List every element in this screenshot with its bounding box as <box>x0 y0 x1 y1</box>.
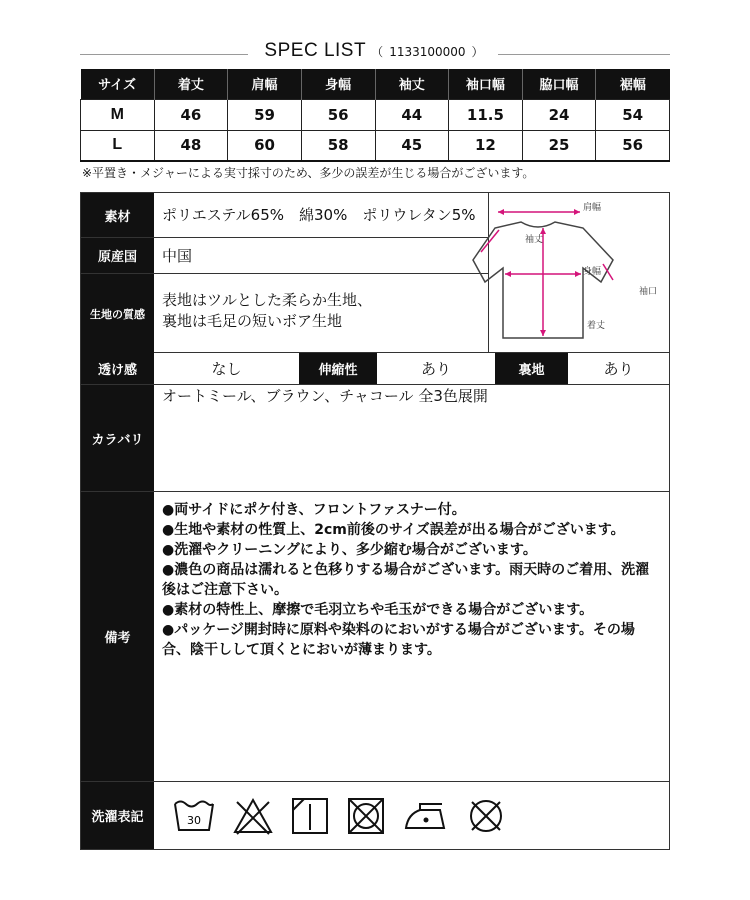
table-cell: 60 <box>228 130 302 161</box>
sleeve-length-arrow <box>481 230 499 252</box>
texture-line: 裏地は毛足の短いボア生地 <box>162 312 343 330</box>
column-header: サイズ <box>81 69 155 99</box>
origin-label: 原産国 <box>81 238 154 273</box>
table-cell: 46 <box>154 99 228 130</box>
column-header: 袖丈 <box>375 69 449 99</box>
table-cell: 58 <box>301 130 375 161</box>
table-row <box>81 130 670 161</box>
table-cell: 59 <box>228 99 302 130</box>
remark-item: ●生地や素材の性質上、2cm前後のサイズ誤差が出る場合がございます。 <box>162 522 625 538</box>
title-text: SPEC LIST <box>264 40 367 61</box>
table-cell: 56 <box>301 99 375 130</box>
remark-item: ●洗濯やクリーニングにより、多少縮む場合がございます。 <box>162 542 537 558</box>
size-table <box>80 69 670 162</box>
header-rule-right <box>498 54 670 55</box>
wash-row <box>81 782 669 849</box>
wash-30-icon <box>172 796 216 836</box>
remark-item: ●濃色の商品は濡れると色移りする場合がございます。雨天時のご着用、洗濯後はご注意下さい。 <box>162 562 650 598</box>
origin-row <box>81 238 489 274</box>
sleeve-opening-tag: 袖口 <box>639 287 658 297</box>
table-cell: L <box>81 130 155 161</box>
shoulder-tag: 肩幅 <box>583 203 602 213</box>
measurement-note: ※平置き・メジャーによる実寸採寸のため、多少の誤差が生じる場合がございます。 <box>82 166 535 180</box>
sheer-value: なし <box>211 360 242 378</box>
column-header: 肩幅 <box>228 69 302 99</box>
wash-icons <box>154 782 669 849</box>
no-tumble-dry-icon <box>346 796 386 836</box>
size-table-header-row <box>81 69 670 99</box>
texture-row <box>81 274 489 353</box>
column-header: 袖口幅 <box>449 69 523 99</box>
length-tag: 着丈 <box>587 321 606 331</box>
column-header: 着丈 <box>154 69 228 99</box>
table-cell: 44 <box>375 99 449 130</box>
remarks-list <box>154 492 669 781</box>
remark-item: ●素材の特性上、摩擦で毛羽立ちや毛玉ができる場合がございます。 <box>162 602 594 618</box>
wash-label: 洗濯表記 <box>81 782 154 849</box>
garment-measurement-diagram <box>443 198 663 348</box>
paren-close: ） <box>471 45 484 59</box>
sheer-label: 透け感 <box>81 353 154 384</box>
texture-value <box>154 274 489 353</box>
wash-temp: 30 <box>187 813 201 827</box>
table-cell: 48 <box>154 130 228 161</box>
iron-low-icon <box>402 796 450 836</box>
material-value: ポリエステル65% 綿30% ポリウレタン5% <box>154 193 489 237</box>
header-rule-left <box>80 54 248 55</box>
column-header: 脇口幅 <box>522 69 596 99</box>
sheer-row <box>81 353 669 385</box>
remark-item: ●パッケージ開封時に原料や染料のにおいがする場合がございます。その場合、陰干しして頂くとにおいが薄まります。 <box>162 622 635 658</box>
table-cell: 45 <box>375 130 449 161</box>
table-cell: 54 <box>596 99 670 130</box>
colors-row <box>81 385 669 492</box>
remarks-label: 備考 <box>81 492 154 781</box>
stretch-label: 伸縮性 <box>299 353 377 384</box>
product-code: 1133100000 <box>389 45 466 59</box>
lining-value: あり <box>603 360 634 378</box>
colors-label: カラバリ <box>81 385 154 491</box>
body-width-tag: 身幅 <box>583 267 602 277</box>
table-row <box>81 99 670 130</box>
garment-outline-icon <box>443 198 663 348</box>
lining-label: 裏地 <box>495 353 568 384</box>
stretch-value: あり <box>420 360 451 378</box>
texture-label: 生地の質感 <box>81 274 154 353</box>
remarks-row <box>81 492 669 782</box>
material-row <box>81 193 489 238</box>
paren-open: （ <box>371 45 384 59</box>
origin-value: 中国 <box>154 238 489 273</box>
sleeve-opening-arrow <box>603 264 613 280</box>
column-header: 裾幅 <box>596 69 670 99</box>
table-cell: 11.5 <box>449 99 523 130</box>
header-title <box>256 40 492 62</box>
sleeve-length-tag: 袖丈 <box>525 235 544 245</box>
no-dry-clean-icon <box>466 796 506 836</box>
table-cell: 24 <box>522 99 596 130</box>
table-cell: 25 <box>522 130 596 161</box>
table-cell: M <box>81 99 155 130</box>
no-bleach-icon <box>232 796 274 836</box>
spec-list-header <box>80 40 670 68</box>
material-label: 素材 <box>81 193 154 237</box>
remark-item: ●両サイドにポケ付き、フロントファスナー付。 <box>162 502 466 518</box>
column-header: 身幅 <box>301 69 375 99</box>
texture-line: 表地はツルとした柔らか生地、 <box>162 291 373 309</box>
table-cell: 56 <box>596 130 670 161</box>
colors-value: オートミール、ブラウン、チャコール 全3色展開 <box>162 387 488 405</box>
line-dry-shade-icon <box>290 796 330 836</box>
table-cell: 12 <box>449 130 523 161</box>
